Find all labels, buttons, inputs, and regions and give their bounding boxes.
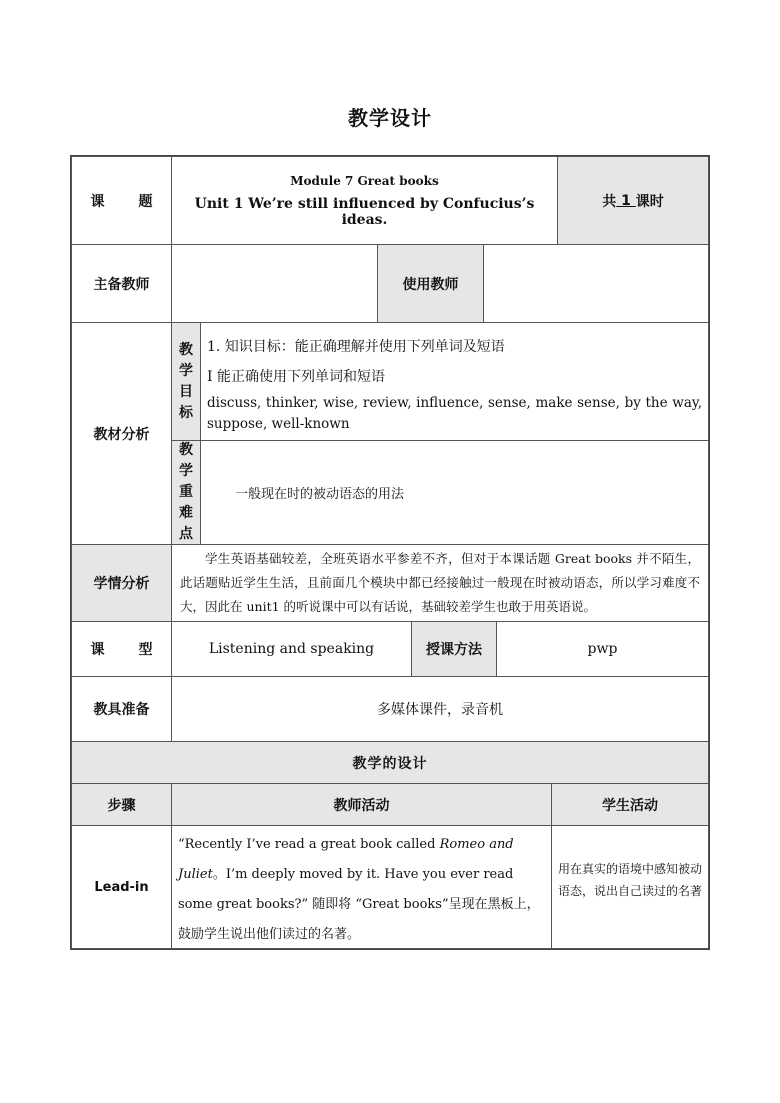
- book-title: Romeo and Juliet: [178, 837, 514, 882]
- material-label: 教材分析: [71, 322, 172, 545]
- focus-char: 重: [179, 484, 193, 500]
- unit-title: Unit 1 We’re still influenced by Confucius’s ideas.: [194, 195, 535, 228]
- course-title-cell: [171, 156, 558, 245]
- course-label: 课 题: [71, 156, 172, 245]
- student-activity-cell: [551, 825, 709, 949]
- objective-line: I 能正确使用下列单词和短语: [207, 369, 385, 385]
- objectives-char: 教: [179, 341, 193, 358]
- use-teacher-value: [483, 244, 709, 323]
- students-text: 学生英语基础较差，全班英语水平参差不齐，但对于本课话题 Great books 并不陌生，此话题贴近学生生活，且前面几个模块中都已经接触过一般现在时被动语态，所以学习难度不大，因此在 unit1 的听说课中可以有话说，基础较差学生也敢于用英语说。: [180, 551, 700, 614]
- hours-cell: [557, 156, 709, 245]
- lesson-type-label: 课 型: [71, 621, 172, 677]
- objective-words: discuss, thinker, wise, review, influence, sense, make sense, by the way, suppose, well-known: [207, 395, 702, 432]
- objectives-char: 目: [179, 383, 193, 400]
- method-value: pwp: [496, 621, 709, 677]
- main-teacher-value: [171, 244, 378, 323]
- hours-value: 1: [616, 192, 636, 209]
- col-teacher-header: 教师活动: [171, 783, 552, 826]
- teacher-activity-cell: [171, 825, 552, 949]
- module-title: Module 7 Great books: [290, 173, 439, 188]
- hours-suffix: 课时: [635, 193, 664, 210]
- focus-content: [200, 440, 709, 545]
- student-activity-text: 用在真实的语境中感知被动语态，说出自己读过的名著: [558, 862, 703, 898]
- step-name: Lead-in: [94, 879, 149, 895]
- col-student-header: 学生活动: [551, 783, 709, 826]
- use-teacher-label: 使用教师: [377, 244, 484, 323]
- objectives-label: [171, 322, 201, 441]
- objectives-char: 标: [179, 404, 193, 421]
- lesson-type-value: Listening and speaking: [171, 621, 412, 677]
- col-step-header: 步骤: [71, 783, 172, 826]
- design-header: 教学的设计: [71, 741, 709, 784]
- main-teacher-label: 主备教师: [71, 244, 172, 323]
- objective-line: 1. 知识目标：能正确理解并使用下列单词及短语: [207, 339, 505, 355]
- teacher-quote-start: “Recently I’ve read a great book called: [178, 837, 440, 852]
- objectives-char: 学: [179, 362, 193, 379]
- focus-label: [171, 440, 201, 545]
- focus-char: 点: [179, 526, 193, 542]
- method-label: 授课方法: [411, 621, 497, 677]
- students-label: 学情分析: [71, 544, 172, 622]
- students-content: [171, 544, 709, 622]
- focus-char: 教: [179, 442, 193, 458]
- hours-prefix: 共: [602, 193, 617, 210]
- tools-value: 多媒体课件，录音机: [171, 676, 709, 742]
- focus-text: 一般现在时的被动语态的用法: [235, 487, 405, 502]
- objectives-content: [200, 322, 709, 441]
- tools-label: 教具准备: [71, 676, 172, 742]
- focus-char: 学: [179, 463, 193, 479]
- page-title: 教学设计: [348, 106, 432, 130]
- focus-char: 难: [179, 505, 193, 521]
- step-cell: [71, 825, 172, 949]
- teacher-quote-end: 。I’m deeply moved by it. Have you ever read some great books?” 随即将 “Great books”呈现在黑板上，鼓励学生说出他们读过的名著。: [178, 867, 540, 942]
- teacher-activity-text: [178, 830, 545, 950]
